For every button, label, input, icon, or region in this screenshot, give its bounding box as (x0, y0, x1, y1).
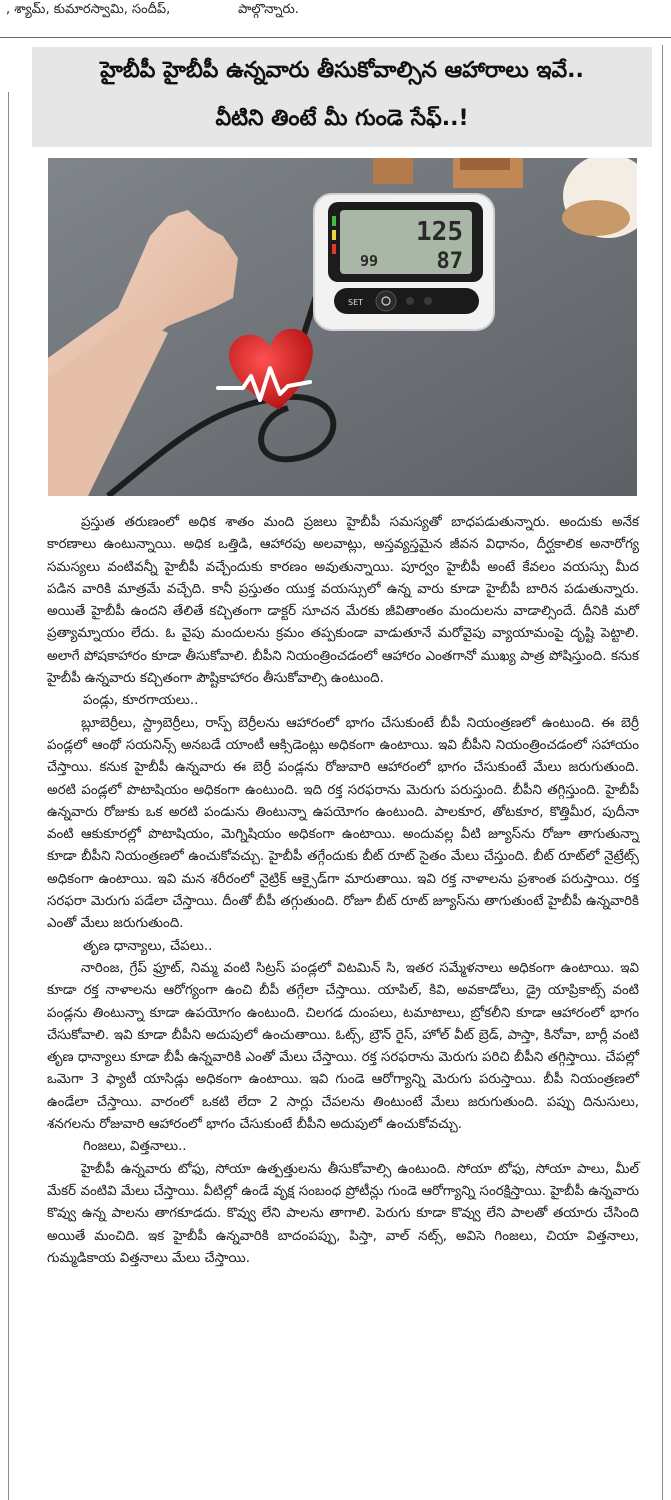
section-divider (0, 37, 671, 38)
paragraph-fruits-vegetables: బ్లూబెర్రీలు, స్ట్రాబెర్రీలు, రాస్ప్ బెర్రీలను ఆహారంలో భాగం చేసుకుంటే బీపీ నియంత్రణలో ఉంటుంది. ఈ బెర్రీ పండ్లలో ఆంథో సయనిన్స్ అనబడే యాంటీ ఆక్సిడెంట్లు అధికంగా ఉంటాయి. ఇవి బీపీని నియంత్రించడంలో సహాయం చేస్తాయి. కనుక హైబీపీ ఉన్నవారు ఈ బెర్రీ పండ్లను రోజువారి ఆహారంలో భాగం చేసుకుంటే మేలు జరుగుతుంది. అరటి పండ్లలో పొటాషియం అధికంగా ఉంటుంది. ఇది రక్త సరఫరాను మెరుగు పరుస్తుంది. బీపీని తగ్గిస్తుంది. హైబీపీ ఉన్నవారు రోజుకు ఒక అరటి పండును తింటున్నా ఉపయోగం ఉంటుంది. పాలకూర, తోటకూర, కొత్తిమీర, పుదీనా వంటి ఆకుకూరల్లో పొటాషియం, మెగ్నిషియం అధికంగా ఉంటాయి. అందువల్ల వీటి జ్యూస్‌ను రోజూ తాగుతున్నా కూడా బీపీని నియంత్రణలో ఉంచుకోవచ్చు. హైబీపీ తగ్గేందుకు బీట్ రూట్ సైతం మేలు చేస్తుంది. బీట్ రూట్‌లో నైట్రేట్స్ అధికంగా ఉంటాయి. ఇవి మన శరీరంలో నైట్రిక్ ఆక్సైడ్‌గా మారుతాయి. ఇవి రక్త నాళాలను ప్రశాంత పరుస్తాయి. రక్త సరఫరా మెరుగు పడేలా చేస్తాయి. దీంతో బీపీ తగ్గుతుంది. రోజూ బీట్ రూట్ జ్యూస్‌ను తాగుతుంటే హైబీపీ ఉన్నవారికి ఎంతో మేలు జరుగుతుంది. (47, 715, 639, 932)
article-photo (48, 158, 637, 496)
paragraph-intro: ప్రస్తుత తరుణంలో అధిక శాతం మంది ప్రజలు హైబీపీ సమస్యతో బాధపడుతున్నారు. అందుకు అనేక కారణాలు ఉంటున్నాయి. అధిక ఒత్తిడి, ఆహారపు అలవాట్లు, అస్తవ్యస్తమైన జీవన విధానం, దీర్ఘకాలిక అనారోగ్య సమస్యలు వంటివన్నీ హైబీపీ వచ్చేందుకు కారణం అవుతున్నాయి. పూర్వం హైబీపీ అంటే కేవలం వయస్సు మీద పడిన వారికి మాత్రమే వచ్చేది. కానీ ప్రస్తుతం యుక్త వయస్సులో ఉన్న వారు కూడా హైబీపీ బారిన పడుతున్నారు. అయితే హైబీపీ ఉందని తేలితే కచ్చితంగా డాక్టర్ సూచన మేరకు జీవితాంతం మందులను వాడాల్సిందే. దీనికి మరో ప్రత్యామ్నాయం లేదు. ఓ వైపు మందులను క్రమం తప్పకుండా వాడుతూనే మరోవైపు వ్యాయామంపై దృష్టి పెట్టాలి. అలాగే పోషకాహారం కూడా తీసుకోవాలి. బీపీని నియంత్రించడంలో ఆహారం ఎంతగానో ముఖ్య పాత్ర పోషిస్తుంది. కనుక హైబీపీ ఉన్నవారు కచ్చితంగా పౌష్టికాహారం తీసుకోవాల్సి ఉంటుంది. (47, 515, 639, 687)
article-body (47, 512, 639, 1270)
headline-line-1: హైబీపీ హైబీపీ ఉన్నవారు తీసుకోవాల్సిన ఆహారాలు ఇవే.. (100, 58, 584, 83)
paragraph-nuts-seeds: హైబీపీ ఉన్నవారు టోఫు, సోయా ఉత్పత్తులను తీసుకోవాల్సి ఉంటుంది. సోయా టోఫు, సోయా పాలు, మీల్ మేకర్ వంటివి మేలు చేస్తాయి. వీటిల్లో ఉండే వృక్ష సంబంధ ప్రోటీన్లు గుండె ఆరోగ్యాన్ని సంరక్షిస్తాయి. హైబీపీ ఉన్నవారు కొవ్వు ఉన్న పాలను తాగకూడదు. కొవ్వు లేని పాలను తాగాలి. పెరుగు కూడా కొవ్వు లేని పాలతో తయారు చేసింది అయితే మంచిది. ఇక హైబీపీ ఉన్నవారికి బాదంపప్పు, పిస్తా, వాల్ నట్స్, అవిసె గింజలు, చియా విత్తనాలు, గుమ్మడికాయ విత్తనాలు మేలు చేస్తాయి. (47, 1161, 639, 1266)
column-rule-left (8, 92, 9, 1500)
monitor-reading-systolic: 125 (416, 217, 463, 247)
column-rule-right (662, 45, 663, 1500)
monitor-set-button-label: SET (348, 298, 364, 307)
previous-article-ending: పాల్గొన్నారు. (238, 2, 299, 17)
subheading-grains-fish: తృణ ధాన్యాలు, చేపలు.. (83, 938, 213, 954)
subheading-fruits-vegetables: పండ్లు, కూరగాయలు.. (83, 693, 199, 709)
previous-article-names: , శ్యామ్, కుమారస్వామి, సందీప్, (6, 2, 171, 17)
paragraph-grains-fish: నారింజ, గ్రేప్ ఫ్రూట్, నిమ్మ వంటి సిట్రస్ పండ్లలో విటమిన్ సి, ఇతర సమ్మేళనాలు అధికంగా ఉంటాయి. ఇవి కూడా రక్త నాళాలను ఆరోగ్యంగా ఉంచి బీపీ తగ్గేలా చేస్తాయి. యాపిల్, కివి, అవకాడోలు, డ్రై యాప్రికాట్స్ వంటి పండ్లను తింటున్నా కూడా ఉపయోగం ఉంటుంది. చిలగడ దుంపలు, టమాటాలు, బ్రోకలీని కూడా ఆహారంలో భాగం చేసుకోవాలి. ఇవి కూడా బీపీని అదుపులో ఉంచుతాయి. ఓట్స్, బ్రౌన్ రైస్, హోల్ వీట్ బ్రెడ్, పాస్తా, కినోవా, బార్లీ వంటి తృణ ధాన్యాలు కూడా బీపీ ఉన్నవారికి ఎంతో మేలు చేస్తాయి. రక్త సరఫరాను మెరుగు పరిచి బీపీని తగ్గిస్తాయి. చేపల్లో ఒమెగా 3 ఫ్యాటీ యాసిడ్లు అధికంగా ఉంటాయి. ఇవి గుండె ఆరోగ్యాన్ని మెరుగు పరుస్తాయి. బీపీ నియంత్రణలో ఉండేలా చేస్తాయి. వారంలో ఒకటి లేదా 2 సార్లు చేపలను తింటుంటే మేలు జరుగుతుంది. పప్పు దినుసులు, శనగలను రోజువారి ఆహారంలో భాగం చేసుకుంటే బీపీని అదుపులో ఉంచుకోవచ్చు. (47, 960, 639, 1133)
headline-line-2: వీటిని తింటే మీ గుండె సేఫ్..! (215, 106, 469, 131)
subheading-nuts-seeds: గింజలు, విత్తనాలు.. (83, 1139, 187, 1155)
monitor-reading-pulse: 99 (359, 252, 378, 270)
monitor-reading-diastolic: 87 (436, 249, 463, 274)
headline-box (32, 47, 652, 147)
previous-article-strip (0, 0, 671, 38)
